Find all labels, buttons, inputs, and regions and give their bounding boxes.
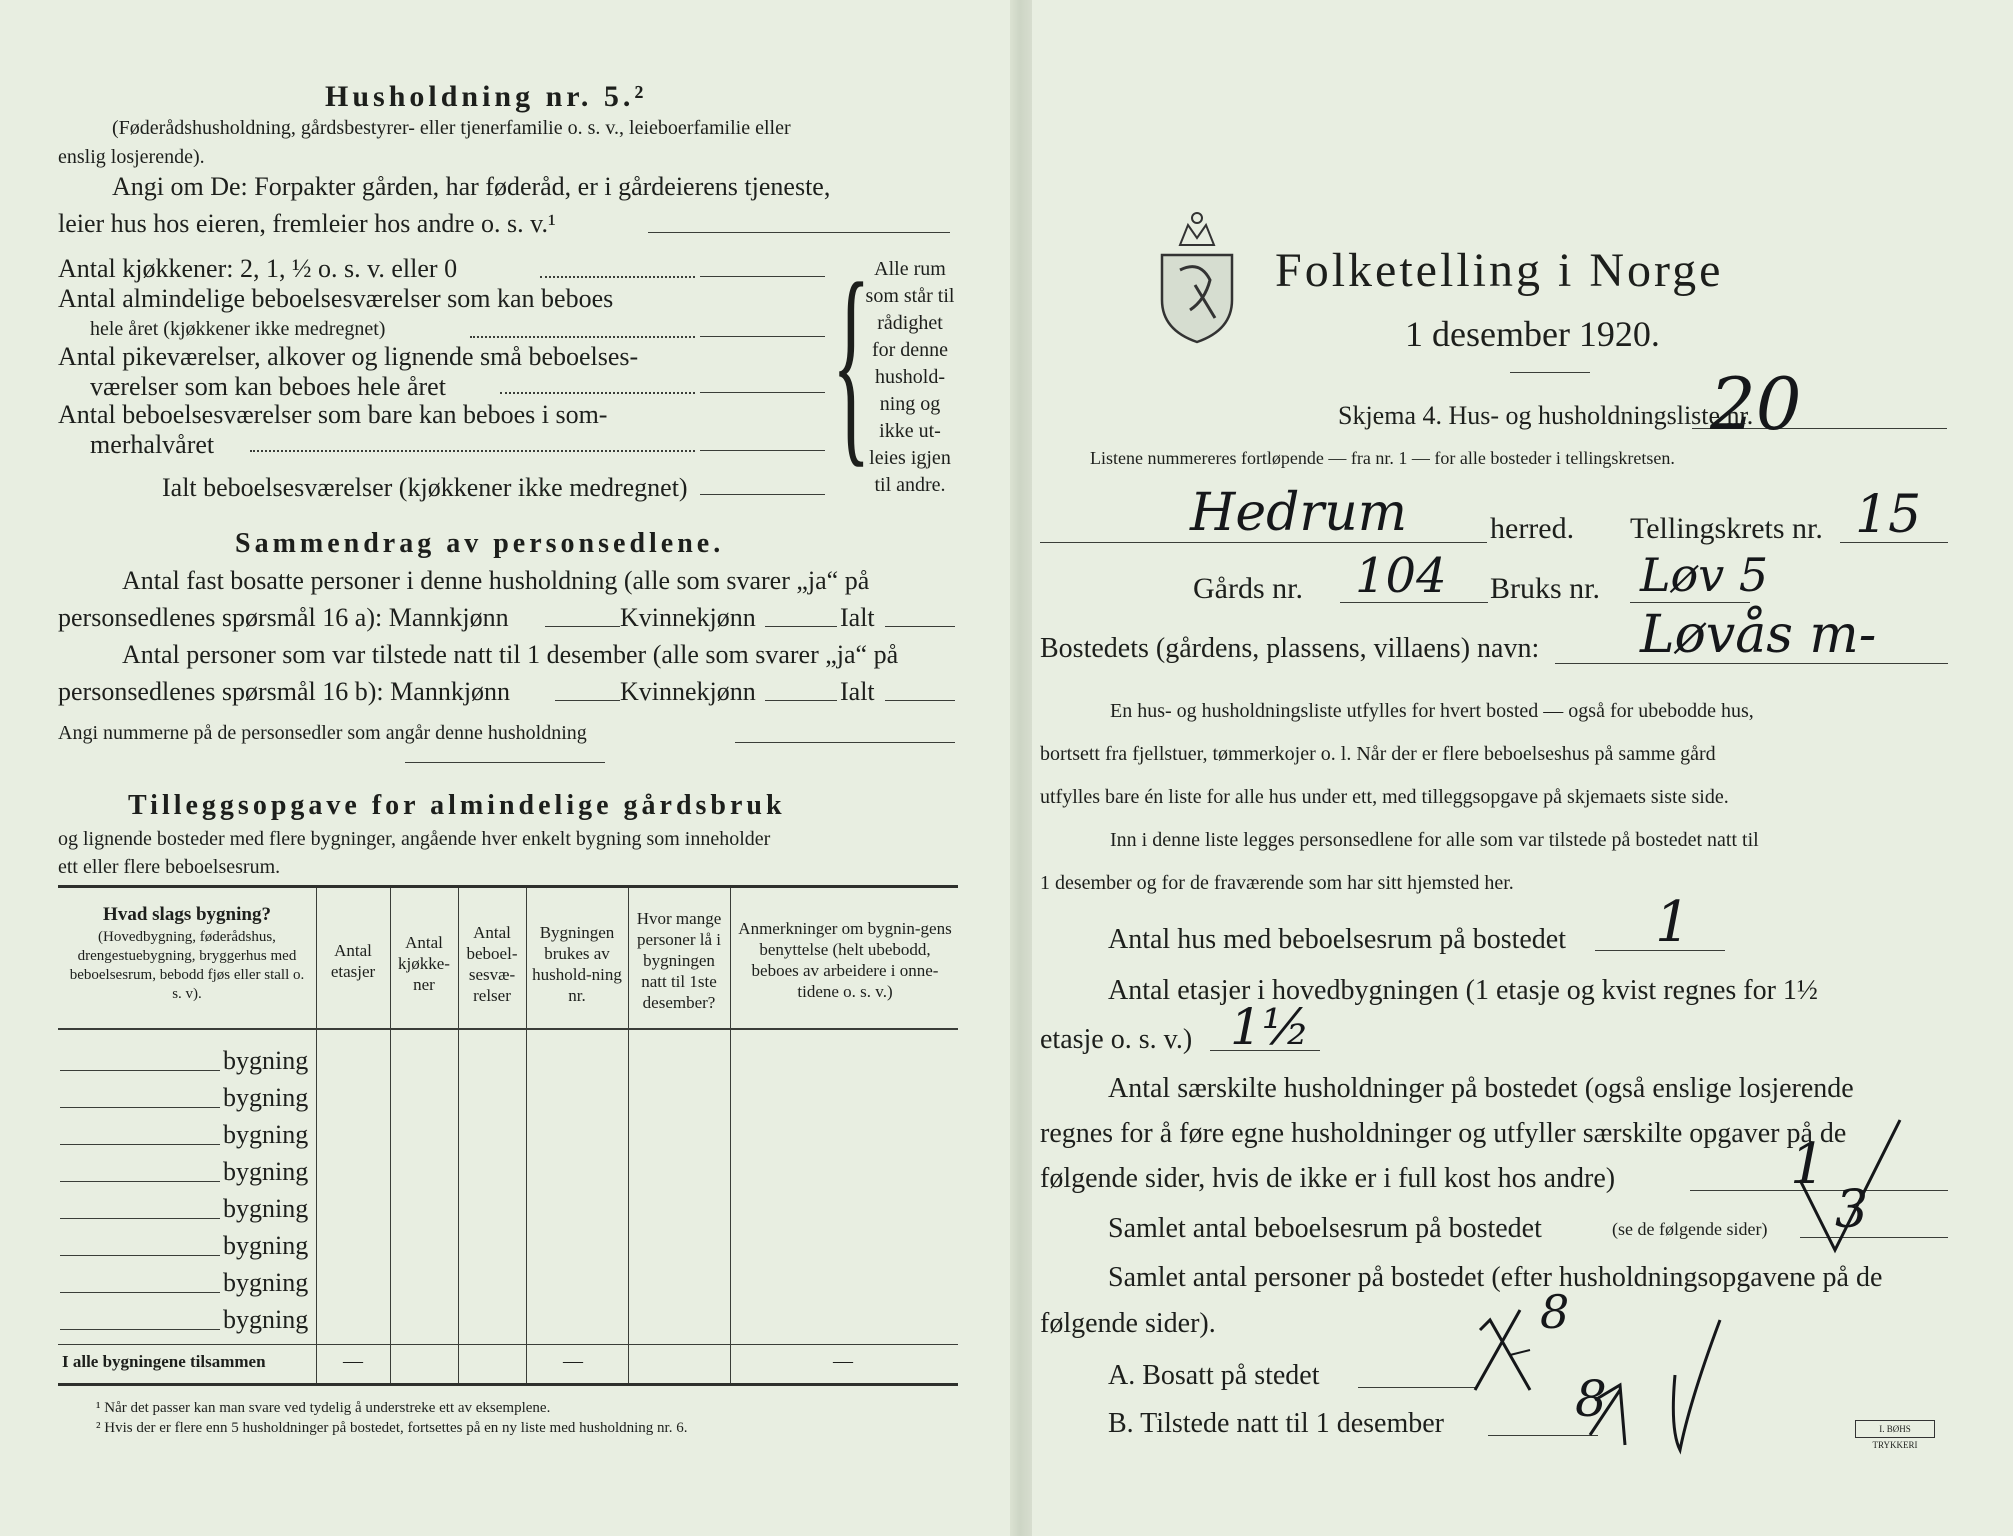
row-label: bygning bbox=[223, 1157, 309, 1186]
rooms-summer: Antal beboelsesværelser som bare kan beboes i som- bbox=[58, 400, 608, 429]
summary-line-4: personsedlenes spørsmål 16 b): Mannkjønn bbox=[58, 677, 511, 706]
gards-label: Gårds nr. bbox=[1193, 572, 1303, 605]
question-line-2: leier hus hos eieren, fremleier hos andre o. s. v.¹ bbox=[58, 209, 556, 238]
instruction-1: En hus- og husholdningsliste utfylles for hvert bosted — også for ubebodde hus, bbox=[1110, 700, 1754, 722]
rooms-kitchens: Antal kjøkkener: 2, 1, ½ o. s. v. eller 0 bbox=[58, 254, 458, 283]
schema-number: 20 bbox=[1710, 362, 1802, 446]
extra-intro-1: og lignende bosteder med flere bygninger, angående hver enkelt bygning som inneholder bbox=[58, 828, 771, 850]
col-persons: Hvor mange personer lå i bygningen natt til 1ste desember? bbox=[636, 909, 722, 1012]
q-floors-value: 1½ bbox=[1230, 998, 1311, 1056]
q-floors-2: etasje o. s. v.) bbox=[1040, 1024, 1193, 1055]
instruction-4: Inn i denne liste legges personsedlene for alle som var tilstede på bostedet natt til bbox=[1110, 829, 1759, 851]
b-label: B. Tilstede natt til 1 desember bbox=[1108, 1408, 1444, 1439]
instruction-3: utfylles bare én liste for alle hus under ett, med tilleggsopgave på skjemaets siste side. bbox=[1040, 786, 1729, 808]
krets-label: Tellingskrets nr. bbox=[1630, 512, 1823, 545]
household-intro-1: (Føderådshusholdning, gårdsbestyrer- eller tjenerfamilie o. s. v., leieboerfamilie eller bbox=[112, 117, 791, 139]
census-title: Folketelling i Norge bbox=[1275, 244, 1724, 297]
question-line-1: Angi om De: Forpakter gården, har føderåd, er i gårdeierens tjeneste, bbox=[112, 172, 831, 201]
bruks-value: Løv 5 bbox=[1640, 548, 1769, 602]
summary-line-2: personsedlenes spørsmål 16 a): Mannkjønn bbox=[58, 603, 509, 632]
buildings-table: Hvad slags bygning? (Hovedbygning, føderådshus, drengestuebygning, bryggerhus med beboelsesrum, bebodd fjøs eller stall o. s. v). Antal etasjer Antal kjøkke-ner Antal beboel-sesvæ-relser Bygningen brukes av hushold-ning nr. Hvor mange personer lå i bygningen natt til 1ste desember? Anmerkninger om bygnin-gens benyttelse (helt ubebodd, beboes av arbeidere i onne-tidene o. s. v.) bygning bygning bygning bygning bygning bygning bygning bygning I alle bygningene tilsammen — — — bbox=[58, 885, 958, 1386]
q-households-1: Antal særskilte husholdninger på bostedet (også enslige losjerende bbox=[1108, 1073, 1854, 1104]
row-label: bygning bbox=[223, 1120, 309, 1149]
q-households-3: følgende sider, hvis de ikke er i full kost hos andre) bbox=[1040, 1163, 1616, 1194]
q-floors-1: Antal etasjer i hovedbygningen (1 etasje og kvist regnes for 1½ bbox=[1108, 975, 1818, 1006]
summary-line-1: Antal fast bosatte personer i denne husholdning (alle som svarer „ja“ på bbox=[122, 566, 870, 595]
rooms-total: Ialt beboelsesværelser (kjøkkener ikke medregnet) bbox=[162, 473, 688, 502]
extra-intro-2: ett eller flere beboelsesrum. bbox=[58, 856, 281, 878]
row-label: bygning bbox=[223, 1305, 309, 1334]
household-title: Husholdning nr. 5.² bbox=[325, 80, 648, 113]
row-label: bygning bbox=[223, 1046, 309, 1075]
row-label: bygning bbox=[223, 1268, 309, 1297]
q-rooms-note: (se de følgende sider) bbox=[1612, 1219, 1768, 1239]
rooms-ordinary-2: hele året (kjøkkener ikke medregnet) bbox=[90, 318, 386, 340]
rooms-ordinary: Antal almindelige beboelsesværelser som kan beboes bbox=[58, 284, 614, 313]
census-date: 1 desember 1920. bbox=[1405, 314, 1660, 354]
q-houses: Antal hus med beboelsesrum på bostedet bbox=[1108, 924, 1567, 955]
herred-value: Hedrum bbox=[1190, 483, 1408, 543]
rooms-maids: Antal pikeværelser, alkover og lignende små beboelses- bbox=[58, 342, 639, 371]
printer-stamp: I. BØHS TRYKKERI bbox=[1855, 1420, 1935, 1438]
krets-value: 15 bbox=[1855, 485, 1922, 545]
col-kitchens: Antal kjøkke-ner bbox=[398, 933, 450, 994]
page-fold bbox=[1010, 0, 1032, 1536]
answer-line bbox=[648, 232, 950, 233]
household-intro-2: enslig losjerende). bbox=[58, 146, 205, 168]
summary-numbers: Angi nummerne på de personsedler som angår denne husholdning bbox=[58, 722, 587, 744]
gards-value: 104 bbox=[1355, 548, 1447, 604]
extra-title: Tilleggsopgave for almindelige gårdsbruk bbox=[128, 790, 786, 821]
summary-title: Sammendrag av personsedlene. bbox=[235, 528, 725, 559]
col-rooms: Antal beboel-sesvæ-relser bbox=[466, 923, 518, 1005]
col-household: Bygningen brukes av hushold-ning nr. bbox=[532, 923, 622, 1005]
footnote-2: ² Hvis der er flere enn 5 husholdninger på bostedet, fortsettes på en ny liste med husholdning nr. 6. bbox=[96, 1420, 688, 1436]
q-households-2: regnes for å føre egne husholdninger og utfyller særskilte opgaver på de bbox=[1040, 1118, 1847, 1149]
b-value: 8 bbox=[1575, 1370, 1607, 1428]
a-value: 8 bbox=[1540, 1285, 1570, 1339]
row-label: bygning bbox=[223, 1083, 309, 1112]
footnote-1: ¹ Når det passer kan man svare ved tydelig å understreke ett av eksemplene. bbox=[96, 1400, 551, 1416]
col-building-type-note: (Hovedbygning, føderådshus, drengestuebygning, bryggerhus med beboelsesrum, bebodd fjøs eller stall o. s. v). bbox=[69, 929, 305, 1002]
side-note: Alle rum som står til rådighet for denne hushold- ning og ikke ut- leies igjen til andre. bbox=[865, 258, 955, 496]
col-remarks: Anmerkninger om bygnin-gens benyttelse (helt ubebodd, beboes av arbeidere i onne-tidene o. s. v.) bbox=[738, 919, 952, 1001]
total-row-label: I alle bygningene tilsammen bbox=[62, 1352, 266, 1371]
q-persons-1: Samlet antal personer på bostedet (efter husholdningsopgavene på de bbox=[1108, 1262, 1883, 1293]
bruks-label: Bruks nr. bbox=[1490, 572, 1601, 605]
q-rooms-value: 3 bbox=[1835, 1180, 1869, 1240]
instruction-2: bortsett fra fjellstuer, tømmerkojer o. l. Når der er flere beboelseshus på samme gård bbox=[1040, 743, 1716, 765]
q-rooms: Samlet antal beboelsesrum på bostedet bbox=[1108, 1213, 1542, 1244]
herred-label: herred. bbox=[1490, 512, 1575, 545]
a-label: A. Bosatt på stedet bbox=[1108, 1360, 1320, 1391]
q-persons-2: følgende sider). bbox=[1040, 1308, 1216, 1339]
bosted-value: Løvås m- bbox=[1640, 605, 1877, 665]
instruction-5: 1 desember og for de fraværende som har sitt hjemsted her. bbox=[1040, 872, 1514, 894]
bosted-label: Bostedets (gårdens, plassens, villaens) navn: bbox=[1040, 633, 1540, 664]
summary-line-3: Antal personer som var tilstede natt til 1 desember (alle som svarer „ja“ på bbox=[122, 640, 899, 669]
rooms-summer-2: merhalvåret bbox=[90, 430, 215, 459]
row-label: bygning bbox=[223, 1194, 309, 1223]
col-floors: Antal etasjer bbox=[330, 941, 376, 981]
schema-label: Skjema 4. Hus- og husholdningsliste nr. bbox=[1338, 401, 1754, 430]
coat-of-arms-icon bbox=[1150, 200, 1245, 345]
q-houses-value: 1 bbox=[1655, 890, 1691, 955]
q-households-value: 1 bbox=[1790, 1132, 1826, 1197]
numbering-note: Listene nummereres fortløpende — fra nr. 1 — for alle bosteder i tellingskretsen. bbox=[1090, 448, 1675, 468]
row-label: bygning bbox=[223, 1231, 309, 1260]
rooms-maids-2: værelser som kan beboes hele året bbox=[90, 372, 446, 401]
census-sheet: Husholdning nr. 5.² (Føderådshusholdning, gårdsbestyrer- eller tjenerfamilie o. s. v., leieboerfamilie eller enslig losjerende). Angi om De: Forpakter gården, har føderåd, er i gårdeierens tjeneste, leier hus hos eieren, fremleier hos andre o. s. v.¹ Antal kjøkkener: 2, 1, ½ o. s. v. eller 0 Antal almindelige beboelsesværelser som kan beboes hele året (kjøkkener ikke medregnet) Antal pikeværelser, alkover og lignende små beboelses- værelser som kan beboes hele året Antal beboelsesværelser som bare kan beboes i som- merhalvåret Ialt beboelsesværelser (kjøkkener ikke medregnet) { Alle rum som står til rådighet for denne hushold- ning og ikke ut- leies igjen til andre. Sammendrag av personsedlene. Antal fast bosatte personer i denne husholdning (alle som svarer „ja“ på personsedlenes spørsmål 16 a): Mannkjønn Kvinnekjønn Ialt Antal personer som var tilstede natt til 1 desember (alle som svarer „ja“ på personsedlenes spørsmål 16 b): Mannkjønn Kvinnekjønn Ialt Angi nummerne på de personsedler som angår denne husholdning Tilleggsopgave for almindelige gårdsbruk og lignende bosteder med flere bygninger, angående hver enkelt bygning som inneholder ett eller flere beboelsesrum. Hvad slags bygning? (Hovedbygning, føderådshus, drengestuebygning, bryggerhus med beboelsesrum, bebodd fjøs eller stall o. s. v). Antal etasjer Antal kjøkke-ner Antal beboel-sesvæ-relser Bygningen brukes av hushold-ning nr. Hvor mange personer lå i bygningen natt til 1ste desember? Anmerkninger om bygnin-gens benyttelse (helt ubebodd, beboes av arbeidere i onne-tidene o. s. v.) bygning bygning bygning bygning bygning bygning bygning bygning I alle bygningene tilsammen — — — ¹ Når det passer kan man svare ved tydelig å understreke ett av eksemplene. ² Hvis der er flere enn 5 husholdninger på bostedet, fortsettes på en ny liste med husholdning nr. 6. Folketelling i Norge 1 desember 1920. Skjema 4. Hus- og husholdningsliste nr. 20 Listene nummereres fortløpende — fra nr. 1 — for alle bosteder i tellingskretsen. Hedrum herred. Tellingskrets nr. 15 Gårds nr. 104 Bruks nr. Løv 5 Bostedets (gårdens, plassens, villaens) navn: Løvås m- En hus- og husholdningsliste utfylles for hvert bosted — også for ubebodde hus, bortsett fra fjellstuer, tømmerkojer o. l. Når der er flere beboelseshus på samme gård utfylles bare én liste for alle hus under ett, med tilleggsopgave på skjemaets siste side. Inn i denne liste legges personsedlene for alle som var tilstede på bostedet natt til 1 desember og for de fraværende som har sitt hjemsted her. Antal hus med beboelsesrum på bostedet 1 Antal etasjer i hovedbygningen (1 etasje og kvist regnes for 1½ etasje o. s. v.) 1½ Antal særskilte husholdninger på bostedet (også enslige losjerende regnes for å føre egne husholdninger og utfyller særskilte opgaver på de følgende sider, hvis de ikke er i full kost hos andre) 1 Samlet antal beboelsesrum på bostedet (se de følgende sider) 3 Samlet antal personer på bostedet (efter husholdningsopgavene på de følgende sider). A. Bosatt på stedet 8 B. Tilstede natt til 1 desember 8 I. BØHS TRYKKERI bbox=[0, 0, 2013, 1536]
col-building-type: Hvad slags bygning? bbox=[103, 904, 271, 925]
handwritten-marks-icon bbox=[1380, 1100, 1980, 1460]
